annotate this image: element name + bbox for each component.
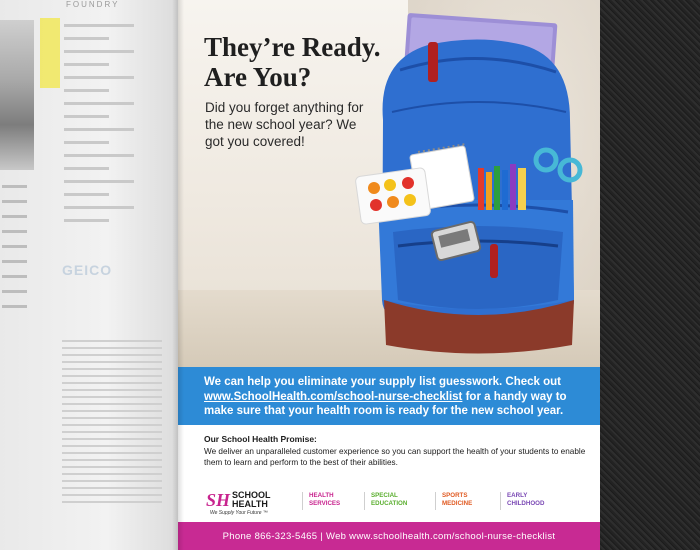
division-label: HEALTH bbox=[309, 492, 334, 499]
divider bbox=[302, 492, 303, 510]
logo-name-line-2: HEALTH bbox=[232, 499, 268, 509]
ad-subhead: Did you forget anything for the new school year? We got you covered! bbox=[205, 100, 364, 149]
division-early-childhood bbox=[507, 492, 544, 508]
left-page-text-lines bbox=[64, 24, 164, 232]
left-magazine-page bbox=[0, 0, 178, 550]
divider bbox=[364, 492, 365, 510]
promise-title: Our School Health Promise: bbox=[204, 434, 317, 444]
division-label: CHILDHOOD bbox=[507, 500, 545, 507]
divider bbox=[435, 492, 436, 510]
division-health-services bbox=[309, 492, 340, 508]
logo-name-line-1: SCHOOL bbox=[232, 490, 271, 500]
division-sports-medicine bbox=[442, 492, 472, 508]
school-health-ad bbox=[178, 0, 600, 550]
geico-logo: GEICO bbox=[62, 262, 113, 278]
ad-headline bbox=[204, 32, 381, 92]
divider bbox=[500, 492, 501, 510]
callout-text-part-1: We can help you eliminate your supply list guesswork. Check out bbox=[204, 376, 562, 388]
logo-name bbox=[232, 491, 271, 509]
division-label: SERVICES bbox=[309, 500, 341, 507]
division-special-education bbox=[371, 492, 407, 508]
left-page-header: FOUNDRY bbox=[66, 0, 120, 9]
division-label: SPECIAL bbox=[371, 492, 398, 499]
division-label: EDUCATION bbox=[371, 500, 408, 507]
left-page-photo bbox=[0, 20, 34, 170]
promise-text: We deliver an unparalleled customer experience so you can support the health of your students to enable them to learn and perform to the best of their abilities. bbox=[204, 447, 586, 467]
checklist-link[interactable]: www.SchoolHealth.com/school-nurse-checklist bbox=[204, 390, 463, 403]
left-page-fine-print bbox=[62, 340, 167, 508]
callout-text-part-2: for a handy way to make sure that your health room is ready for the new school year. bbox=[204, 390, 567, 417]
left-page-column bbox=[2, 185, 30, 320]
logo-tagline: We Supply Your Future ™ bbox=[210, 510, 268, 516]
watercolor-palette bbox=[355, 167, 431, 224]
division-label: EARLY bbox=[507, 492, 528, 499]
left-page-highlight bbox=[40, 18, 60, 88]
headline-line-2: Are You? bbox=[204, 62, 312, 92]
logo-mark: SH bbox=[206, 490, 231, 510]
callout-text bbox=[204, 375, 594, 419]
school-health-logo bbox=[206, 490, 296, 520]
division-label: SPORTS bbox=[442, 492, 468, 499]
division-label: MEDICINE bbox=[442, 500, 473, 507]
page-gutter-shadow bbox=[172, 0, 184, 550]
footer-contact: Phone 866-323-5465 | Web www.schoolhealth.com/school-nurse-checklist bbox=[222, 531, 556, 542]
carpet-background bbox=[600, 0, 700, 550]
headline-line-1: They’re Ready. bbox=[204, 32, 381, 62]
